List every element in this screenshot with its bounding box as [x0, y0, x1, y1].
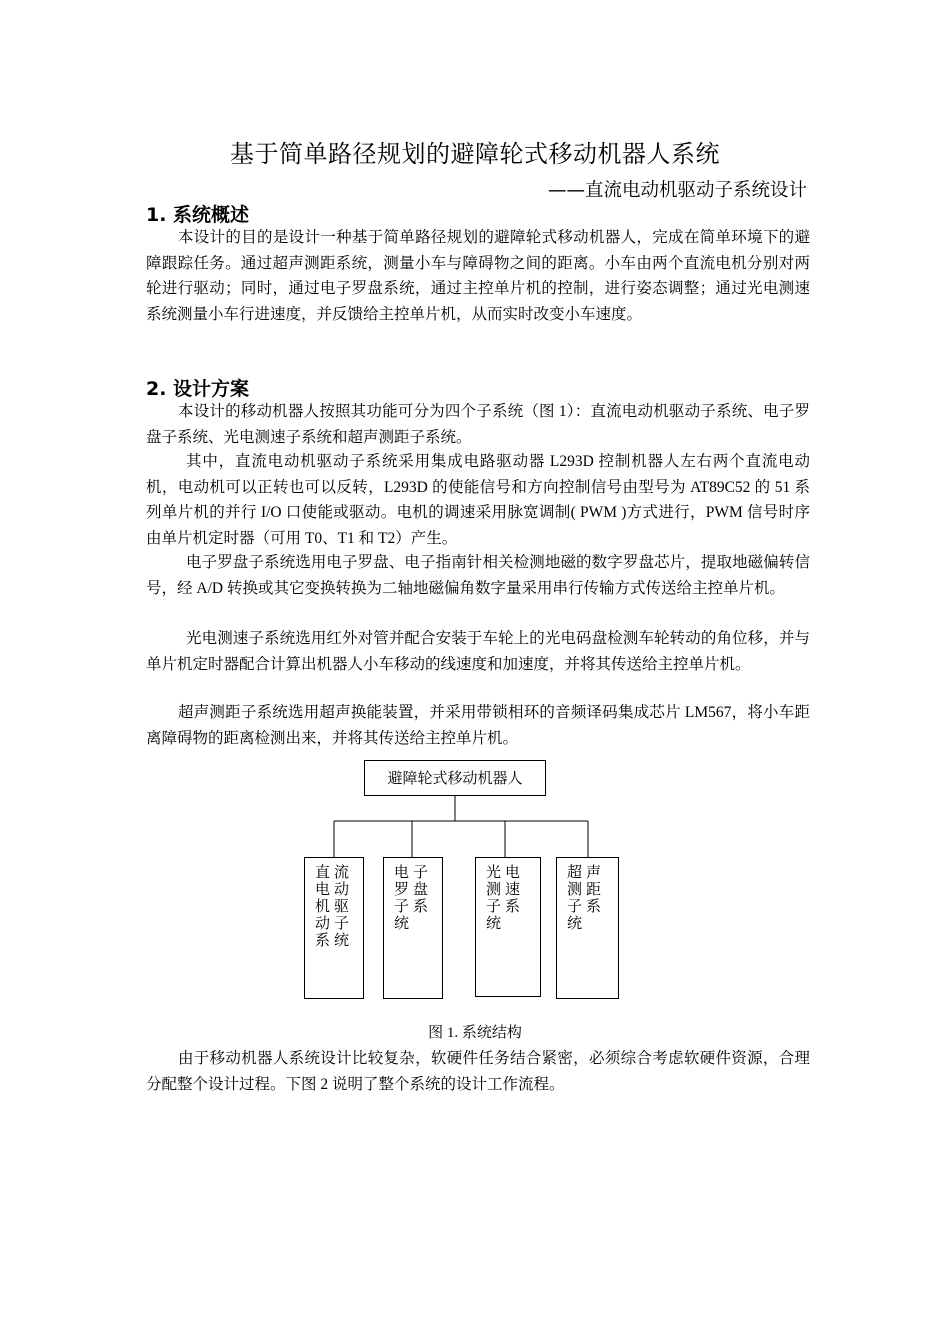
- section-heading-design: 2. 设计方案: [146, 378, 250, 400]
- section-heading-overview: 1. 系统概述: [146, 204, 250, 226]
- paragraph-overview: 本设计的目的是设计一种基于简单路径规划的避障轮式移动机器人，完成在简单环境下的避障跟踪任务。通过超声测距系统，测量小车与障碍物之间的距离。小车由两个直流电机分别对两轮进行驱动；同时，通过电子罗盘系统，通过主控单片机的控制，进行姿态调整；通过光电测速系统测量小车行进速度，并反馈给主控单片机，从而实时改变小车速度。: [146, 229, 810, 323]
- diagram-box-ultrasonic: 超声测距子系统: [556, 857, 619, 999]
- document-subtitle: ——直流电动机驱动子系统设计: [547, 180, 807, 201]
- diagram-box-speed: 光电测速子系统: [475, 857, 541, 997]
- paragraph-design-intro: 本设计的移动机器人按照其功能可分为四个子系统（图 1）：直流电动机驱动子系统、电子罗盘子系统、光电测速子系统和超声测距子系统。: [146, 403, 810, 446]
- diagram-box-motor-drive: 直流电动机驱动子系统: [304, 857, 364, 999]
- document-title: 基于简单路径规划的避障轮式移动机器人系统: [230, 140, 720, 168]
- paragraph-speed: 光电测速子系统选用红外对管并配合安装于车轮上的光电码盘检测车轮转动的角位移，并与单片机定时器配合计算出机器人小车移动的线速度和加速度，并将其传送给主控单片机。: [146, 630, 810, 673]
- paragraph-compass: 电子罗盘子系统选用电子罗盘、电子指南针相关检测地磁的数字罗盘芯片，提取地磁偏转信号，经 A/D 转换或其它变换转换为二轴地磁偏角数字量采用串行传输方式传送给主控单片机。: [146, 554, 810, 597]
- paragraph-closing: 由于移动机器人系统设计比较复杂，软硬件任务结合紧密，必须综合考虑软硬件资源，合理分配整个设计过程。下图 2 说明了整个系统的设计工作流程。: [146, 1050, 810, 1093]
- paragraph-ultrasonic: 超声测距子系统选用超声换能装置，并采用带锁相环的音频译码集成芯片 LM567，将小车距离障碍物的距离检测出来，并将其传送给主控单片机。: [146, 704, 810, 747]
- paragraph-motor-drive: 其中，直流电动机驱动子系统采用集成电路驱动器 L293D 控制机器人左右两个直流电动机，电动机可以正转也可以反转，L293D 的使能信号和方向控制信号由型号为 AT89C52 的 51 系列单片机的并行 I/O 口使能或驱动。电机的调速采用脉宽调制( PWM )方式进行，PWM 信号时序由单片机定时器（可用 T0、T1 和 T2）产生。: [146, 453, 810, 547]
- diagram-root-box: 避障轮式移动机器人: [364, 760, 546, 796]
- figure-caption: 图 1. 系统结构: [428, 1025, 522, 1041]
- diagram-box-compass: 电子罗盘子系统: [383, 857, 443, 999]
